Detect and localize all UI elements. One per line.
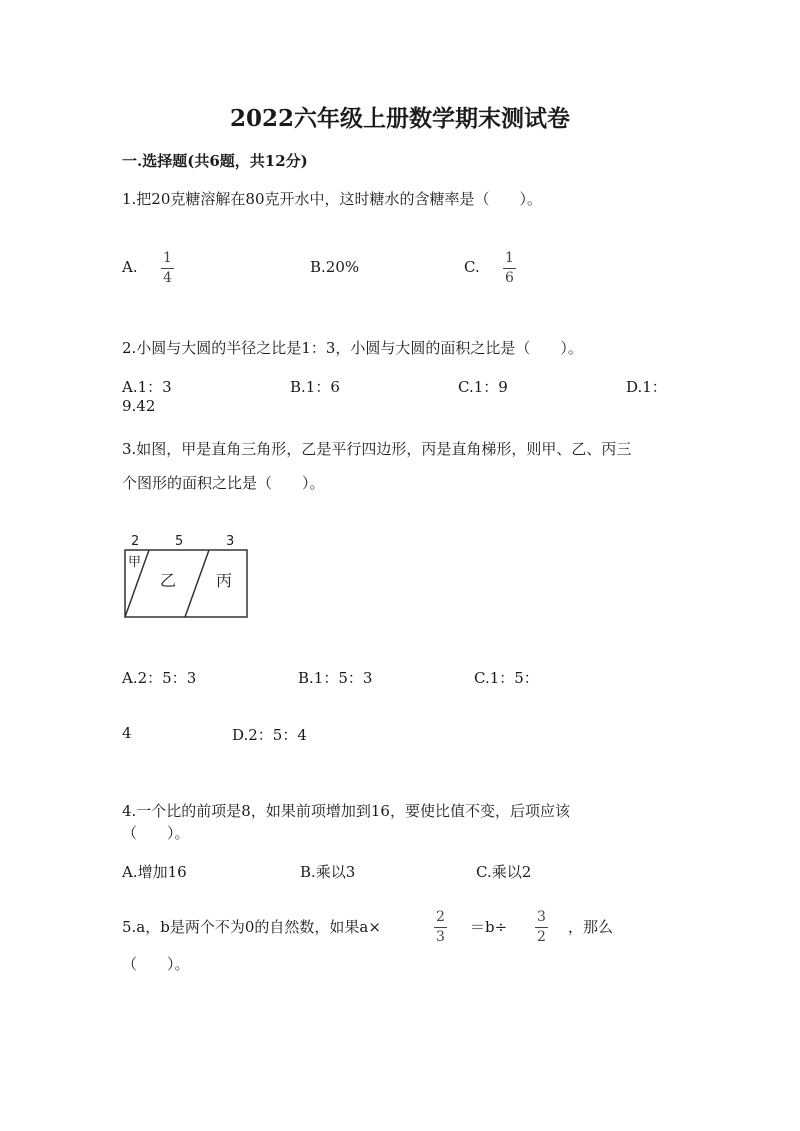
top-number-3: 3 [226, 534, 235, 549]
question-4-stem-line2: （ ）。 [122, 824, 190, 842]
q3-option-d: D.2：5：4 [232, 726, 307, 744]
q1-option-c-fraction [503, 250, 516, 287]
q3-option-b: B.1：5：3 [298, 669, 373, 687]
question-5-stem-part2: ＝b÷ [470, 918, 508, 936]
top-number-2: 5 [175, 534, 184, 549]
question-2-stem: 2.小圆与大圆的半径之比是1：3，小圆与大圆的面积之比是（ ）。 [122, 339, 583, 357]
question-1-stem: 1.把20克糖溶解在80克开水中，这时糖水的含糖率是（ ）。 [122, 190, 542, 208]
label-yi: 乙 [160, 571, 177, 590]
fraction-numerator: 1 [163, 250, 172, 266]
fraction-denominator: 3 [436, 929, 445, 945]
q1-option-b: B.20% [310, 258, 360, 276]
q2-option-c: C.1：9 [458, 378, 508, 396]
label-bing: 丙 [216, 571, 233, 590]
fraction-numerator: 3 [537, 909, 546, 925]
fraction-numerator: 2 [436, 909, 445, 925]
q3-diagram [122, 530, 262, 625]
fraction-bar [161, 268, 174, 269]
question-4-stem-line1: 4.一个比的前项是8，如果前项增加到16，要使比值不变，后项应该 [122, 802, 570, 820]
question-5-stem-line2: （ ）。 [122, 955, 190, 973]
divider-line-2 [185, 550, 209, 617]
fraction-bar [434, 927, 447, 928]
top-number-1: 2 [131, 534, 140, 549]
fraction-numerator: 1 [505, 250, 514, 266]
page-title: 2022六年级上册数学期末测试卷 [229, 105, 570, 132]
section-heading: 一.选择题(共6题，共12分) [122, 152, 308, 170]
fraction-denominator: 6 [505, 270, 514, 286]
fraction-bar [535, 927, 548, 928]
q3-option-c: C.1：5： [474, 669, 539, 687]
q3-option-c-continued: 4 [122, 724, 132, 742]
fraction-bar [503, 268, 516, 269]
q4-option-b: B.乘以3 [300, 863, 356, 881]
q5-fraction-2 [535, 909, 548, 946]
question-3-stem-line1: 3.如图，甲是直角三角形，乙是平行四边形，丙是直角梯形，则甲、乙、丙三 [122, 440, 632, 458]
fraction-denominator: 4 [163, 270, 172, 286]
q3-option-a: A.2：5：3 [122, 669, 197, 687]
question-3-stem-line2: 个图形的面积之比是（ ）。 [122, 474, 325, 492]
q2-option-d: D.1： [626, 378, 667, 396]
q4-option-c: C.乘以2 [476, 863, 532, 881]
q1-option-a-label: A. [122, 258, 138, 276]
q2-option-d-continued: 9.42 [122, 397, 156, 415]
q1-option-c-label: C. [464, 258, 480, 276]
fraction-denominator: 2 [537, 929, 546, 945]
label-jia: 甲 [128, 555, 142, 570]
q2-option-b: B.1：6 [290, 378, 340, 396]
q4-option-a: A.增加16 [122, 863, 187, 881]
q5-fraction-1 [434, 909, 447, 946]
question-5-stem-part3: ，那么 [568, 918, 614, 936]
q1-option-a-fraction [161, 250, 174, 287]
q2-option-a: A.1：3 [122, 378, 172, 396]
question-5-stem-part1: 5.a，b是两个不为0的自然数，如果a× [122, 918, 381, 936]
